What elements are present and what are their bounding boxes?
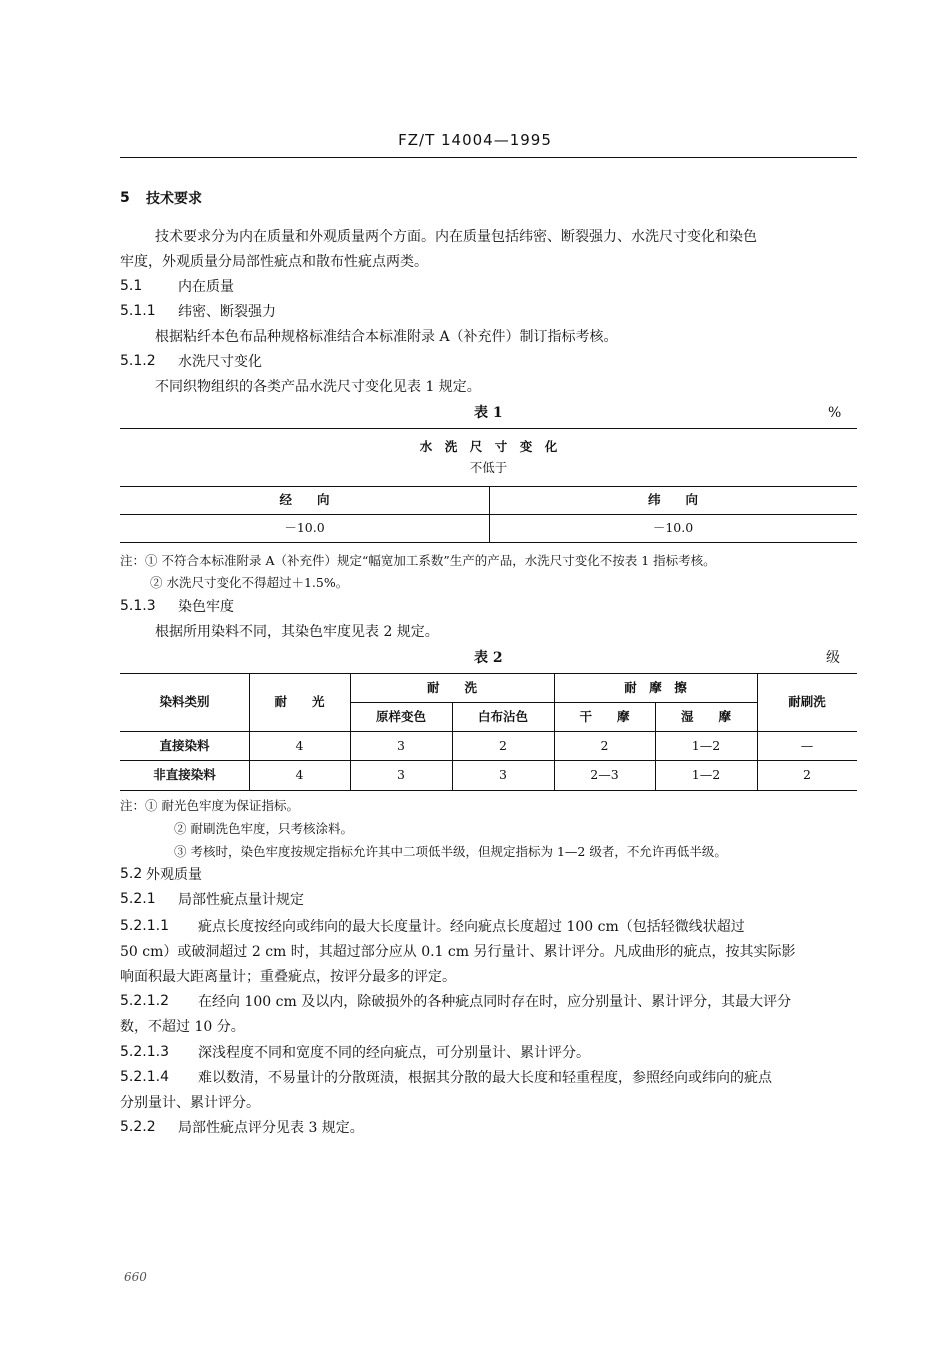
table2-top-rule — [120, 673, 857, 674]
table2-row2-brush: 2 — [803, 767, 811, 782]
table2-caption: 表 2 — [474, 650, 503, 666]
table2-row2-light: 4 — [295, 767, 304, 782]
table2-row1-rule — [120, 760, 857, 761]
section-5-2-1-1-line2: 50 cm）或破洞超过 2 cm 时，其超过部分应从 0.1 cm 另行量计、累计评分。凡成曲形的疵点，按其实际影 — [120, 944, 796, 960]
table2-header-bottom-rule — [120, 731, 857, 732]
table1-caption: 表 1 — [474, 405, 503, 421]
section-5-intro-line2: 牢度，外观质量分局部性疵点和散布性疵点两类。 — [120, 254, 428, 270]
table2-header-dye: 染料类别 — [159, 694, 210, 709]
section-5-2-number: 5.2 — [120, 866, 143, 882]
table2-row1-dye: 直接染料 — [159, 738, 210, 753]
section-5-2-1-3-line1: 深浅程度不同和宽度不同的经向疵点，可分别量计、累计评分。 — [198, 1045, 590, 1061]
section-5-2-2-number: 5.2.2 — [120, 1119, 156, 1135]
section-5-1-number: 5.1 — [120, 278, 143, 294]
table1-subtitle: 不低于 — [469, 460, 508, 475]
table2-header-brush: 耐刷洗 — [788, 694, 826, 709]
table2-header-dry: 干 摩 — [579, 709, 630, 724]
section-5-title: 技术要求 — [146, 191, 202, 207]
section-5-1-1-number: 5.1.1 — [120, 303, 156, 319]
table2-header-orig: 原样变色 — [375, 709, 426, 724]
section-5-2-1-1-line1: 疵点长度按经向或纬向的最大长度量计。经向疵点长度超过 100 cm（包括轻微线状超过 — [198, 919, 745, 935]
section-5-2-1-4-line2: 分别量计、累计评分。 — [120, 1095, 260, 1111]
document-code: FZ/T 14004—1995 — [398, 131, 552, 149]
table2-header-stain: 白布沾色 — [477, 709, 528, 724]
table1-unit: % — [828, 405, 842, 421]
table1-title: 水 洗 尺 寸 变 化 — [419, 439, 558, 454]
section-5-2-1-4-line1: 难以数清，不易量计的分散斑渍，根据其分散的最大长度和轻重程度，参照经向或纬向的疵点 — [198, 1070, 772, 1086]
section-5-2-1-3-number: 5.2.1.3 — [120, 1044, 169, 1060]
section-5-2-1-1-line3: 响面积最大距离量计；重叠疵点，按评分最多的评定。 — [120, 969, 456, 985]
table1-note1: 注：① 不符合本标准附录 A（补充件）规定“幅宽加工系数”生产的产品，水洗尺寸变化不按表 1 指标考核。 — [120, 553, 716, 568]
table2-header-wet: 湿 摩 — [680, 709, 731, 724]
table2-row1-wet: 1—2 — [691, 738, 721, 753]
table1-note2: ② 水洗尺寸变化不得超过＋1.5%。 — [150, 575, 349, 590]
section-5-2-1-2-number: 5.2.1.2 — [120, 993, 169, 1009]
table1-val-weft: －10.0 — [652, 520, 694, 535]
table2-bottom-rule — [120, 790, 857, 791]
table1-row-rule — [120, 514, 857, 515]
table2-header-wash: 耐 洗 — [426, 680, 477, 695]
table2-note3: ③ 考核时，染色牢度按规定指标允许其中二项低半级，但规定指标为 1—2 级者，不允许再低半级。 — [174, 844, 727, 859]
section-5-2-2-body: 局部性疵点评分见表 3 规定。 — [178, 1120, 364, 1136]
table2-row1-light: 4 — [295, 738, 304, 753]
page-number: 660 — [124, 1270, 147, 1284]
table2-row2-dry: 2—3 — [590, 767, 619, 782]
section-5-1-title: 内在质量 — [178, 279, 234, 295]
table2-row2-wet: 1—2 — [691, 767, 721, 782]
section-5-2-1-2-line1: 在经向 100 cm 及以内，除破损外的各种疵点同时存在时，应分别量计、累计评分，其最大评分 — [198, 994, 792, 1010]
section-5-2-1-2-line2: 数，不超过 10 分。 — [120, 1019, 245, 1035]
section-5-1-2-body: 不同织物组织的各类产品水洗尺寸变化见表 1 规定。 — [155, 379, 481, 395]
table1-top-rule — [120, 428, 857, 429]
table2-note2: ② 耐刷洗色牢度，只考核涂料。 — [174, 821, 353, 836]
table1-col-warp: 经 向 — [279, 492, 330, 507]
section-5-number: 5 — [120, 190, 130, 206]
section-5-1-1-title: 纬密、断裂强力 — [178, 304, 276, 320]
section-5-1-3-title: 染色牢度 — [178, 599, 234, 615]
table2-note1: 注：① 耐光色牢度为保证指标。 — [120, 798, 299, 813]
section-5-intro-line1: 技术要求分为内在质量和外观质量两个方面。内在质量包括纬密、断裂强力、水洗尺寸变化和染色 — [155, 229, 757, 245]
table2-unit: 级 — [826, 650, 840, 666]
table2-row1-orig: 3 — [397, 738, 405, 753]
section-5-1-2-title: 水洗尺寸变化 — [178, 354, 262, 370]
section-5-2-1-number: 5.2.1 — [120, 891, 156, 907]
table2-header-light: 耐 光 — [274, 694, 325, 709]
table2-row1-stain: 2 — [499, 738, 507, 753]
section-5-2-1-title: 局部性疵点量计规定 — [178, 892, 304, 908]
section-5-1-1-body: 根据粘纤本色布品种规格标准结合本标准附录 A（补充件）制订指标考核。 — [155, 329, 618, 345]
header-rule — [120, 157, 857, 158]
section-5-1-3-body: 根据所用染料不同，其染色牢度见表 2 规定。 — [155, 624, 439, 640]
table2-header-rub: 耐 摩 擦 — [624, 680, 687, 695]
table1-val-warp: －10.0 — [284, 520, 325, 535]
table2-row1-dry: 2 — [600, 738, 609, 753]
table1-col-weft: 纬 向 — [647, 492, 698, 507]
table2-row2-dye: 非直接染料 — [153, 767, 216, 782]
section-5-1-3-number: 5.1.3 — [120, 598, 156, 614]
table1-bottom-rule — [120, 542, 857, 543]
table2-row1-brush: — — [800, 738, 814, 753]
section-5-2-1-4-number: 5.2.1.4 — [120, 1069, 169, 1085]
table2-row2-stain: 3 — [499, 767, 507, 782]
section-5-1-2-number: 5.1.2 — [120, 353, 156, 369]
table2-row2-orig: 3 — [397, 767, 405, 782]
section-5-2-1-1-number: 5.2.1.1 — [120, 918, 169, 934]
section-5-2-title: 外观质量 — [146, 867, 202, 883]
